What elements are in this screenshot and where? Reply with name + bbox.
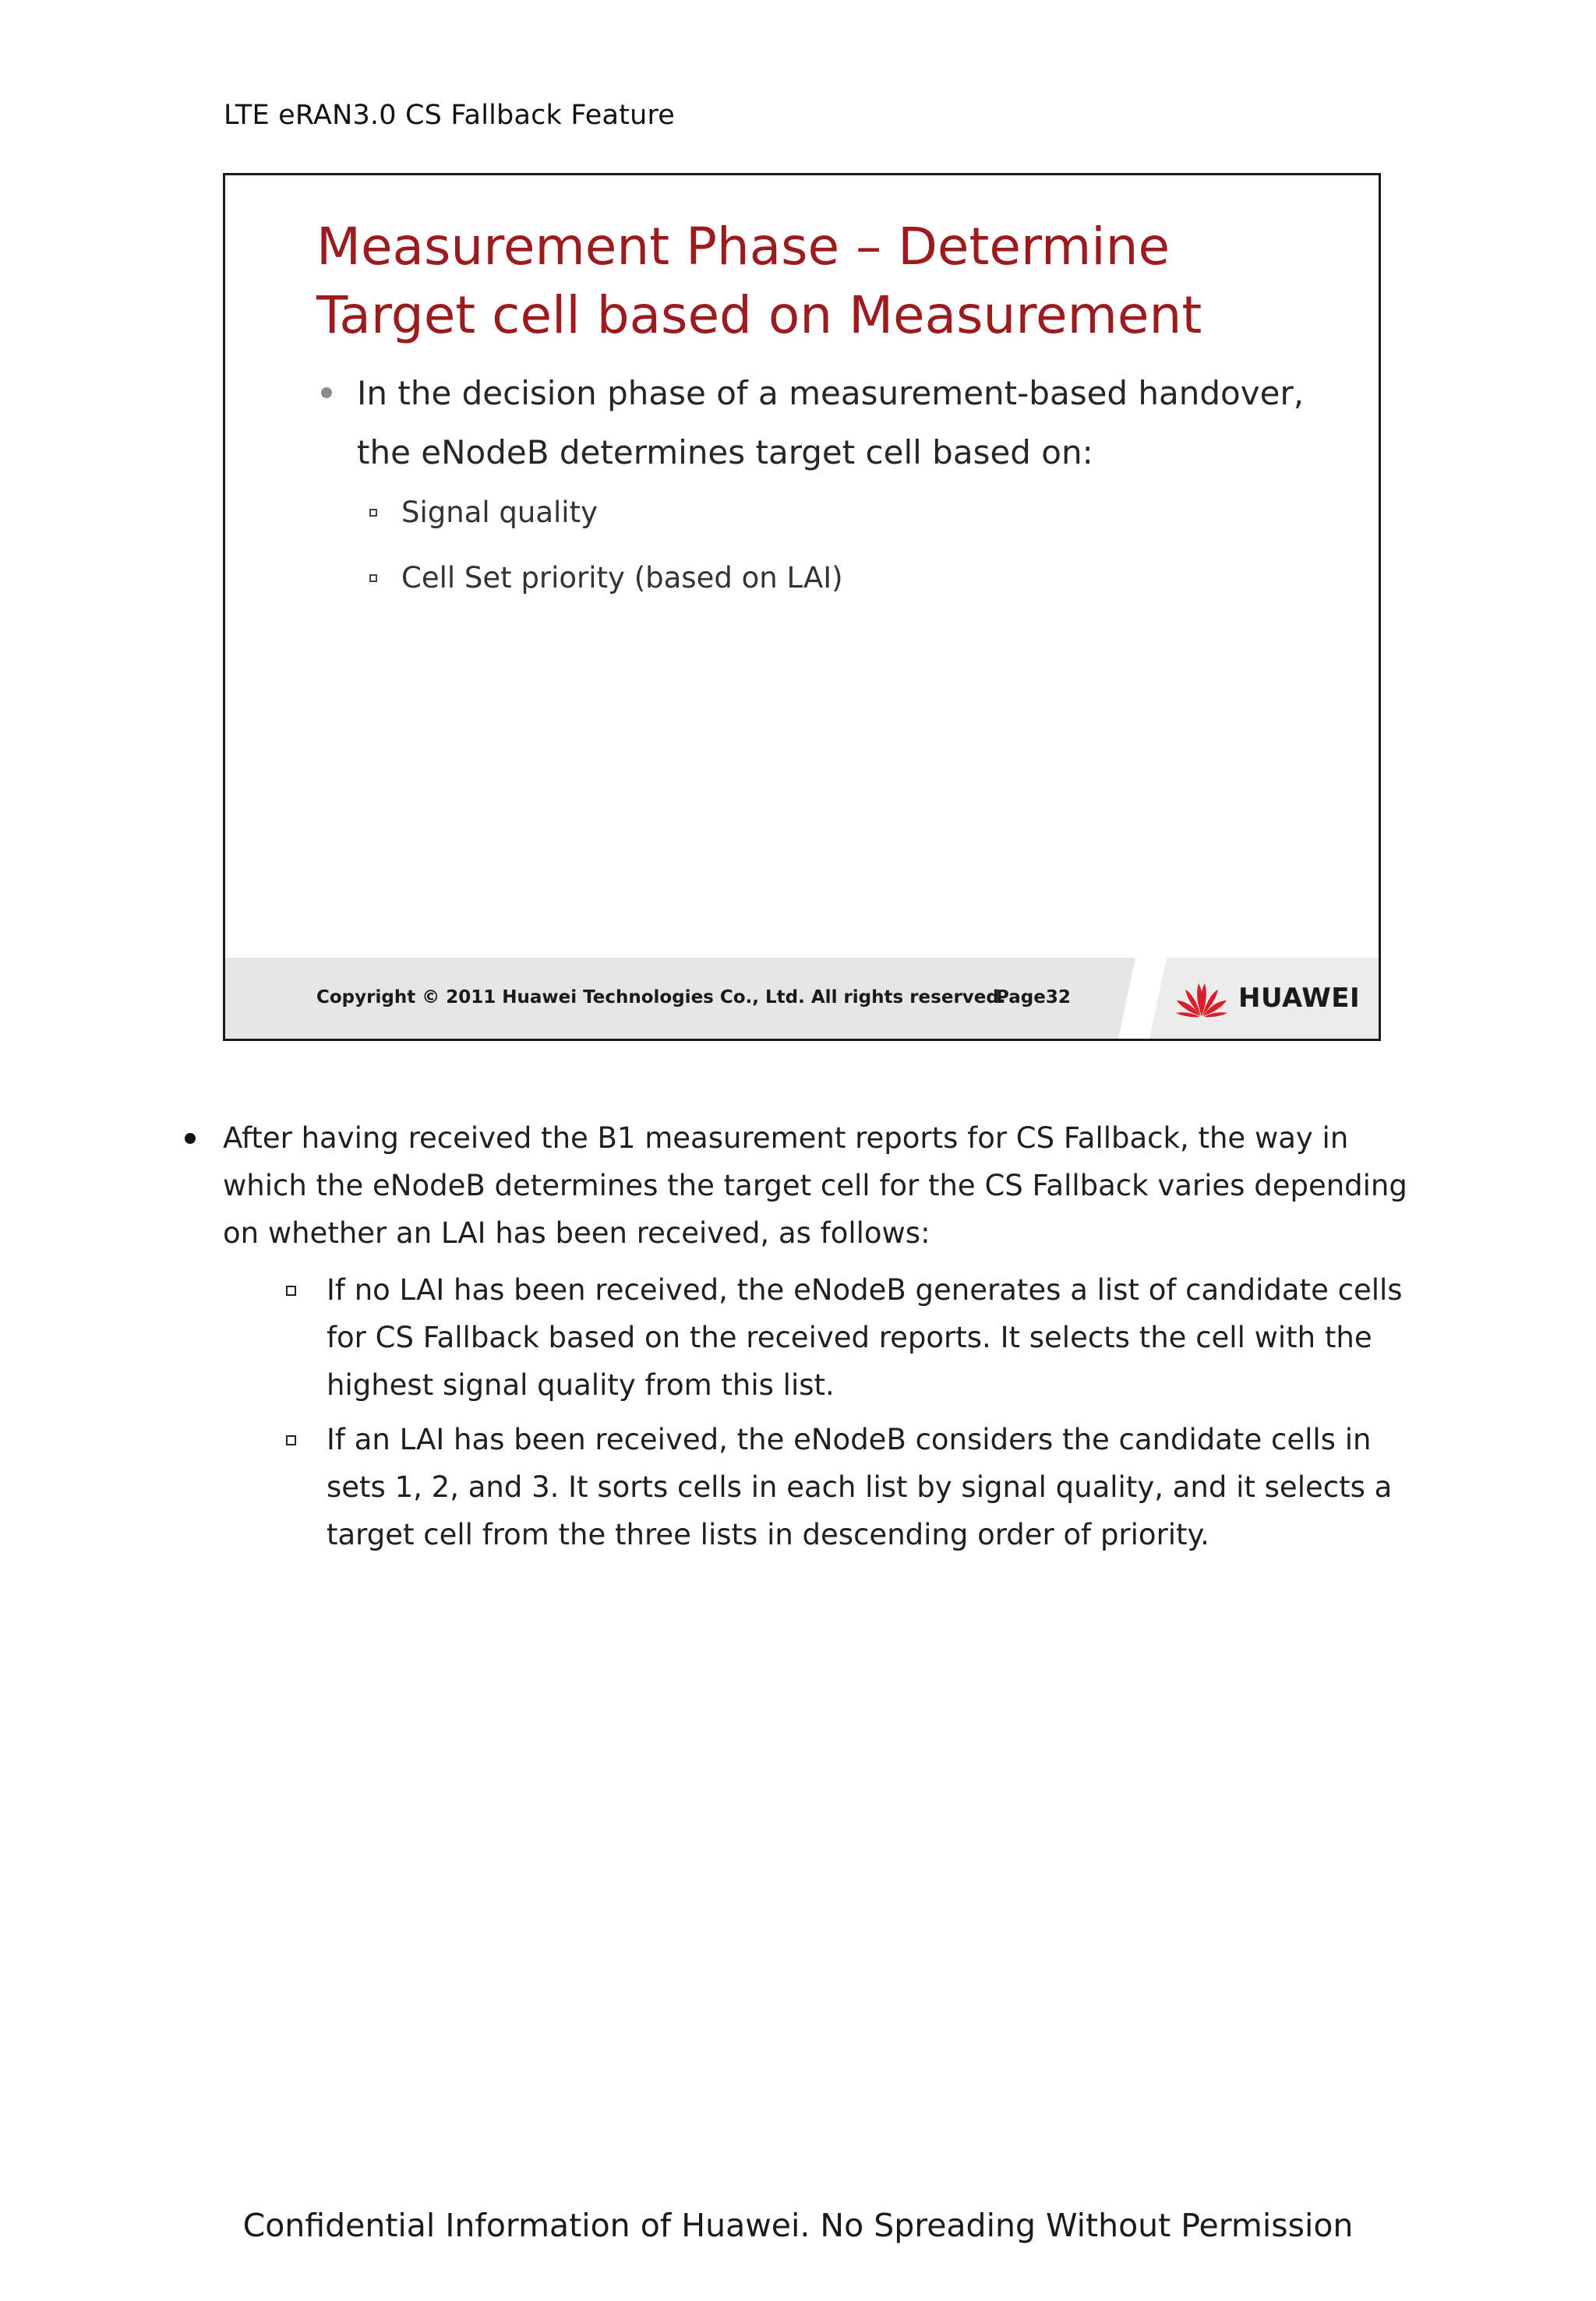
document-header: LTE eRAN3.0 CS Fallback Feature (224, 100, 676, 131)
huawei-logo (1174, 976, 1360, 1020)
body-bullet-text: After having received the B1 measurement reports for CS Fallback, the way in which the eNodeB determines the target cell for the CS Fallback varies depending on whether an LAI has been received, as follows: (223, 1121, 1407, 1250)
body-sub-item (286, 1266, 1418, 1409)
square-bullet-icon (369, 509, 377, 517)
slide-sub-text: Signal quality (401, 496, 598, 529)
slide (223, 173, 1381, 1041)
confidential-footer: Confidential Information of Huawei. No Spreading Without Permission (242, 2207, 1354, 2244)
body-content (179, 1114, 1418, 1565)
slide-sub-row (369, 559, 1305, 598)
slide-sub-row (369, 493, 1305, 532)
slide-title: Measurement Phase – Determine Target cell based on Measurement (316, 217, 1202, 345)
page-number: Page32 (996, 987, 1071, 1008)
body-sub-text: If an LAI has been received, the eNodeB considers the candidate cells in sets 1, 2, and 3. It sorts cells in each list by signal quality, and it selects a target cell from the three lists in descending order of priority. (327, 1423, 1393, 1551)
slide-footer (225, 958, 1379, 1039)
copyright-text: Copyright © 2011 Huawei Technologies Co., Ltd. All rights reserved. (316, 987, 1006, 1008)
huawei-flower-icon (1174, 979, 1229, 1018)
square-bullet-icon (369, 574, 377, 582)
bullet-dot-icon (321, 387, 332, 398)
body-sub-text: If no LAI has been received, the eNodeB generates a list of candidate cells for CS Fallback based on the received reports. It selects the cell with the highest signal quality from this list. (327, 1273, 1403, 1402)
square-bullet-icon (286, 1435, 296, 1445)
square-bullet-icon (286, 1286, 296, 1296)
slide-sub-item (369, 493, 1305, 532)
slide-bullet (316, 364, 1329, 482)
body-sub-item (286, 1416, 1418, 1558)
slide-sub-item (369, 559, 1305, 598)
logo-text: HUAWEI (1238, 983, 1361, 1014)
slide-sub-text: Cell Set priority (based on LAI) (401, 561, 843, 595)
body-sub-list (286, 1266, 1418, 1558)
slide-bullet-item (316, 364, 1329, 482)
slide-bullet-text: In the decision phase of a measurement-based handover, the eNodeB determines target cell based on: (357, 374, 1305, 471)
body-bullet (179, 1114, 1418, 1257)
bullet-dot-icon (185, 1133, 196, 1144)
